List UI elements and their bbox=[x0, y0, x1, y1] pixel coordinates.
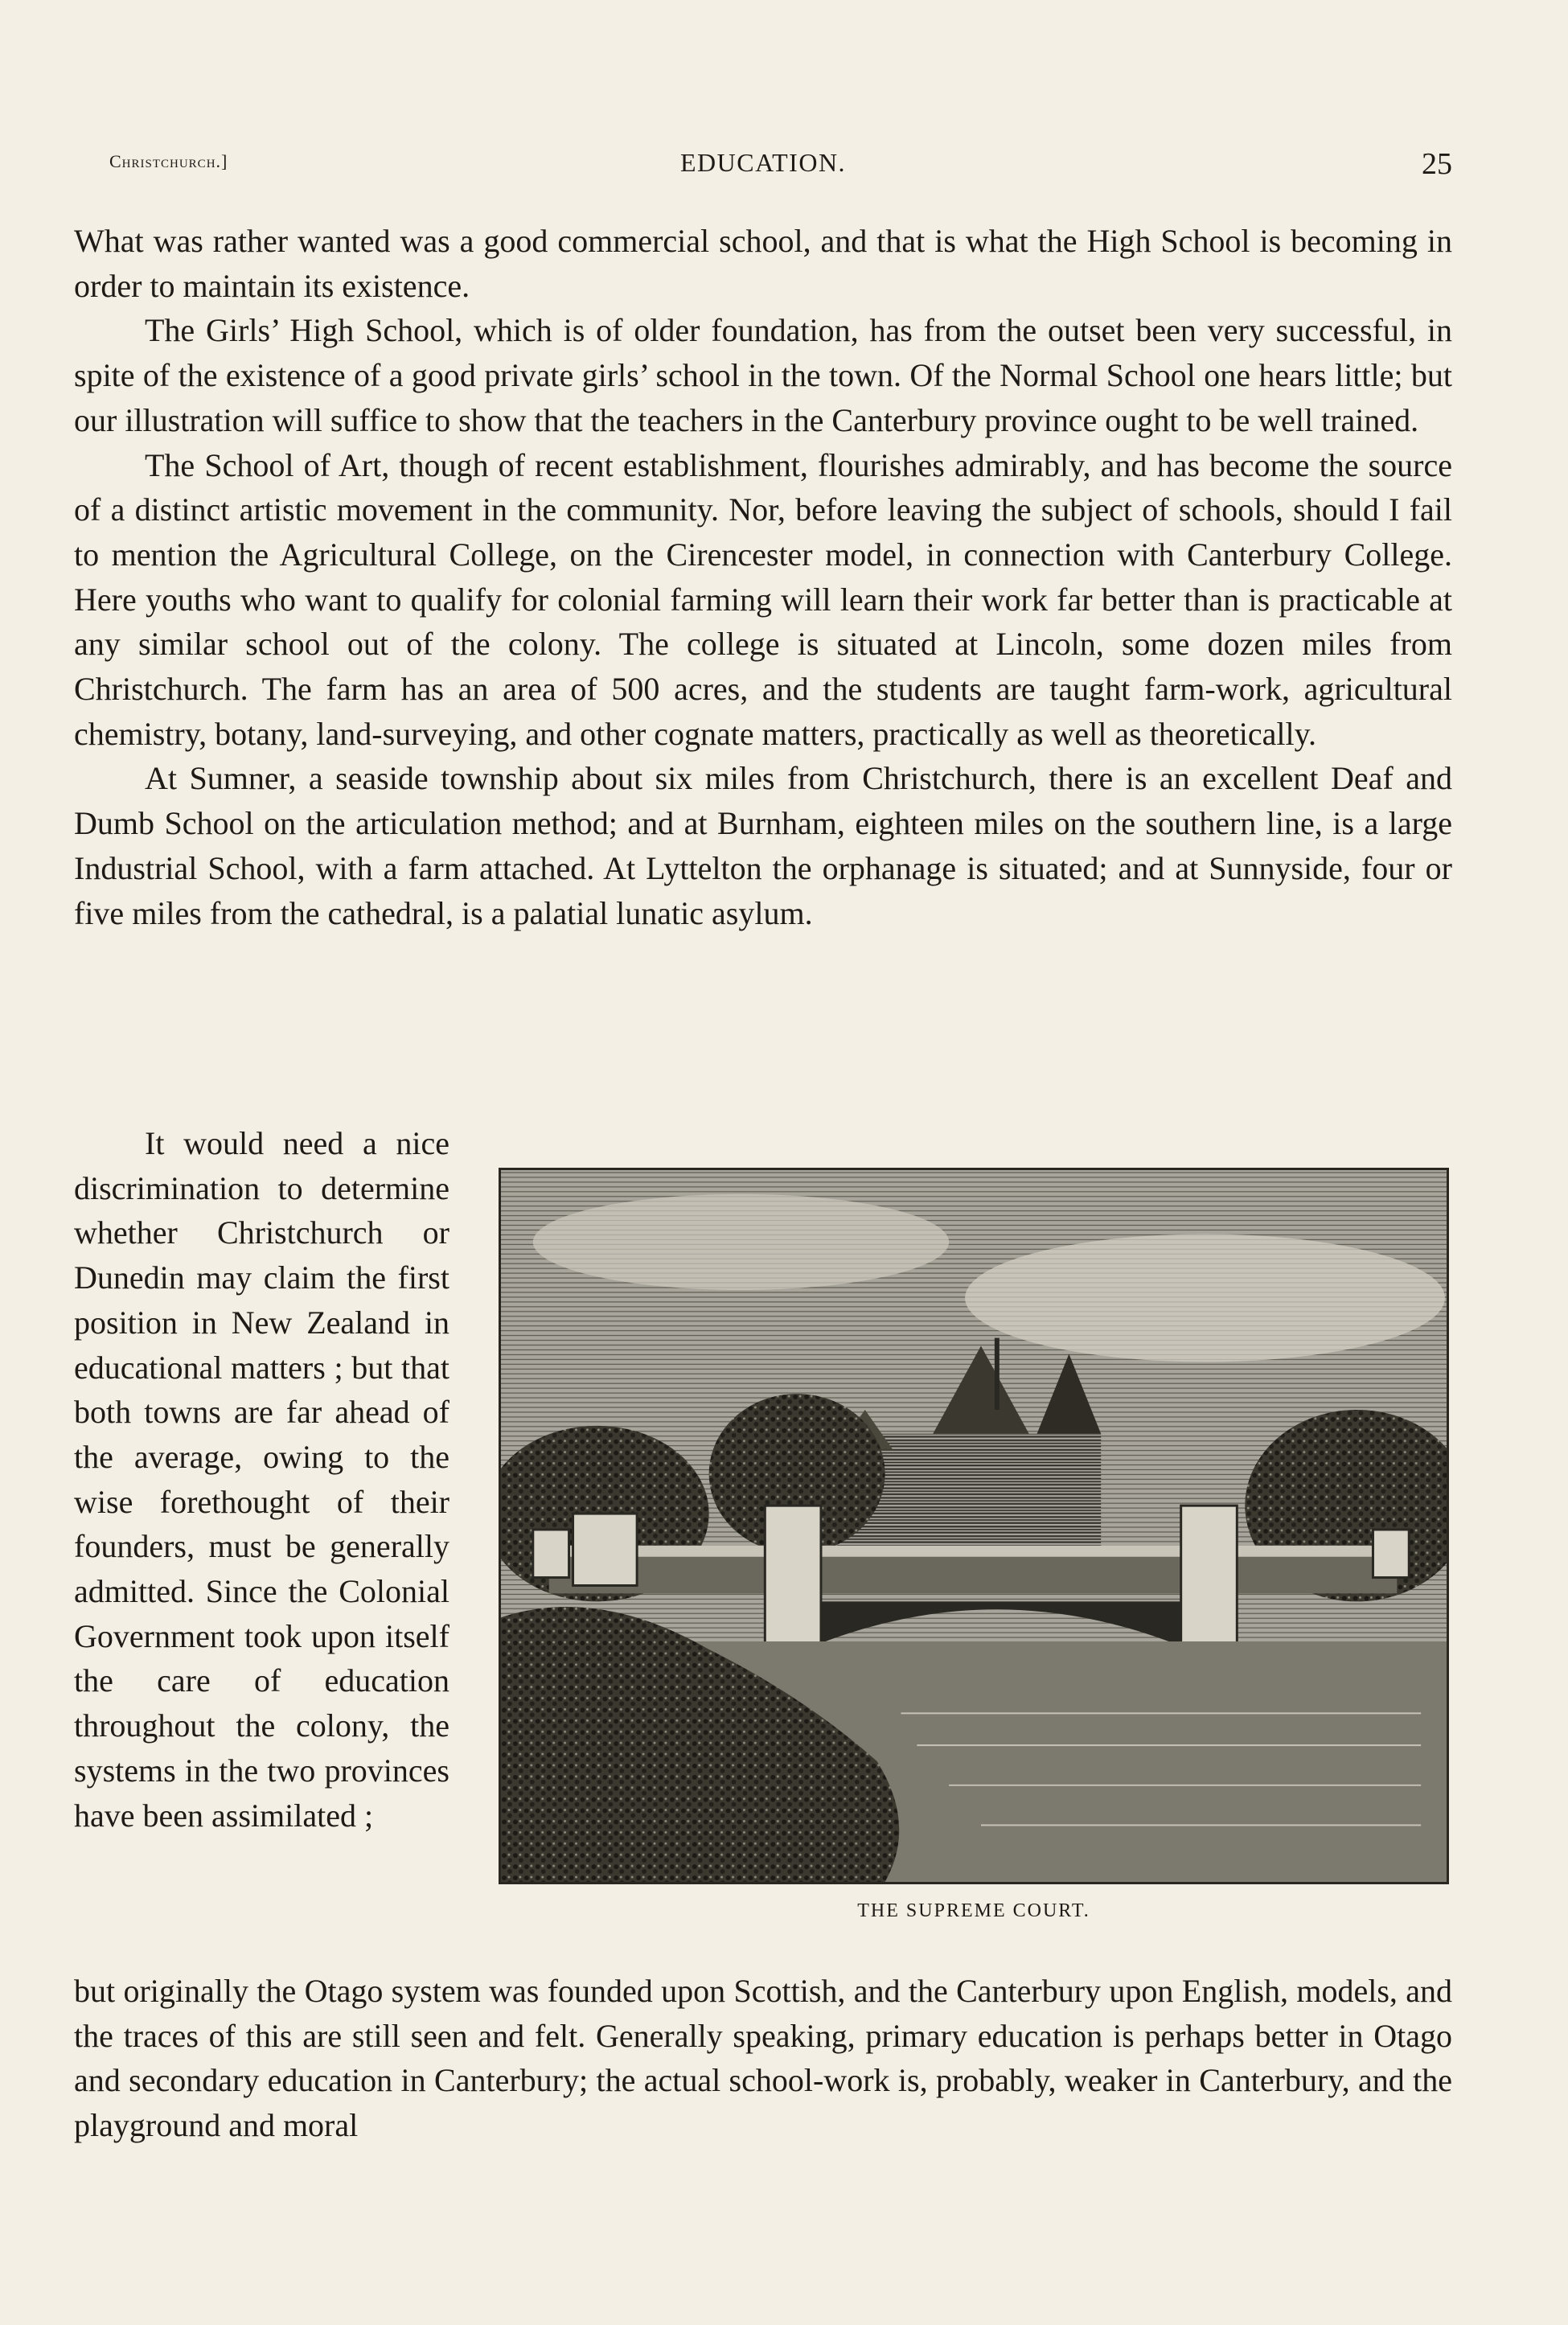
paragraph-5-start: It would need a nice discrimination to determine whether Christchurch or Dunedin may claim the first position in New Zealand in educational matters ; but that both towns are far ahead of the average, owing to the wise forethought of their founders, must be generally admitted. Since the Colonial Government took upon itself the care of education throughout the colony, the systems in the two provinces have been assimilated ; bbox=[74, 1125, 449, 1834]
paragraph-1: What was rather wanted was a good commercial school, and that is what the High School is becoming in order to maintain its existence. bbox=[74, 223, 1452, 304]
figure-caption: THE SUPREME COURT. bbox=[857, 1900, 1090, 1921]
side-column-text bbox=[74, 1121, 449, 1838]
cloud bbox=[533, 1194, 949, 1290]
paragraph-3: The School of Art, though of recent establishment, flourishes admirably, and has become the source of a distinct artistic movement in the community. Nor, before leaving the subject of schools, should I fail to mention the Agricultural College, on the Cirencester model, in connection with Canterbury College. Here youths who want to qualify for colonial farming will learn their work far better than is practicable at any similar school out of the colony. The college is situated at Lincoln, some dozen miles from Christchurch. The farm has an area of 500 acres, and the students are taught farm-work, agricultural chemistry, botany, land-surveying, and other cognate matters, practically as well as theoretically. bbox=[74, 446, 1452, 752]
body-text-bottom bbox=[74, 1969, 1452, 2148]
engraving-illustration bbox=[501, 1170, 1447, 1882]
paragraph-4: At Sumner, a seaside township about six miles from Christchurch, there is an excellent Deaf and Dumb School on the articulation method; and at Burnham, eighteen miles on the southern line, is a large Industrial School, with a farm attached. At Lyttelton the orphanage is situated; and at Sunnyside, four or five miles from the cathedral, is a palatial lunatic asylum. bbox=[74, 760, 1452, 931]
paragraph-2: The Girls’ High School, which is of older foundation, has from the outset been very successful, in spite of the existence of a good private girls’ school in the town. Of the Normal School one hears little; but our illustration will suffice to show that the teachers in the Canterbury province ought to be well trained. bbox=[74, 312, 1452, 438]
running-head: Christchurch.] bbox=[109, 151, 228, 171]
page-header bbox=[74, 147, 1452, 191]
paragraph-5-continued: but originally the Otago system was founded upon Scottish, and the Canterbury upon English, models, and the traces of this are still seen and felt. Generally speaking, primary education is perhaps better in Otago and secondary education in Canterbury; the actual school-work is, probably, weaker in Canterbury, and the playground and moral bbox=[74, 1973, 1452, 2144]
section-title: EDUCATION. bbox=[679, 148, 847, 177]
page-number: 25 bbox=[1422, 147, 1452, 181]
body-text-top bbox=[74, 219, 1452, 935]
supreme-court-engraving bbox=[499, 1168, 1449, 1884]
cloud bbox=[965, 1234, 1445, 1362]
